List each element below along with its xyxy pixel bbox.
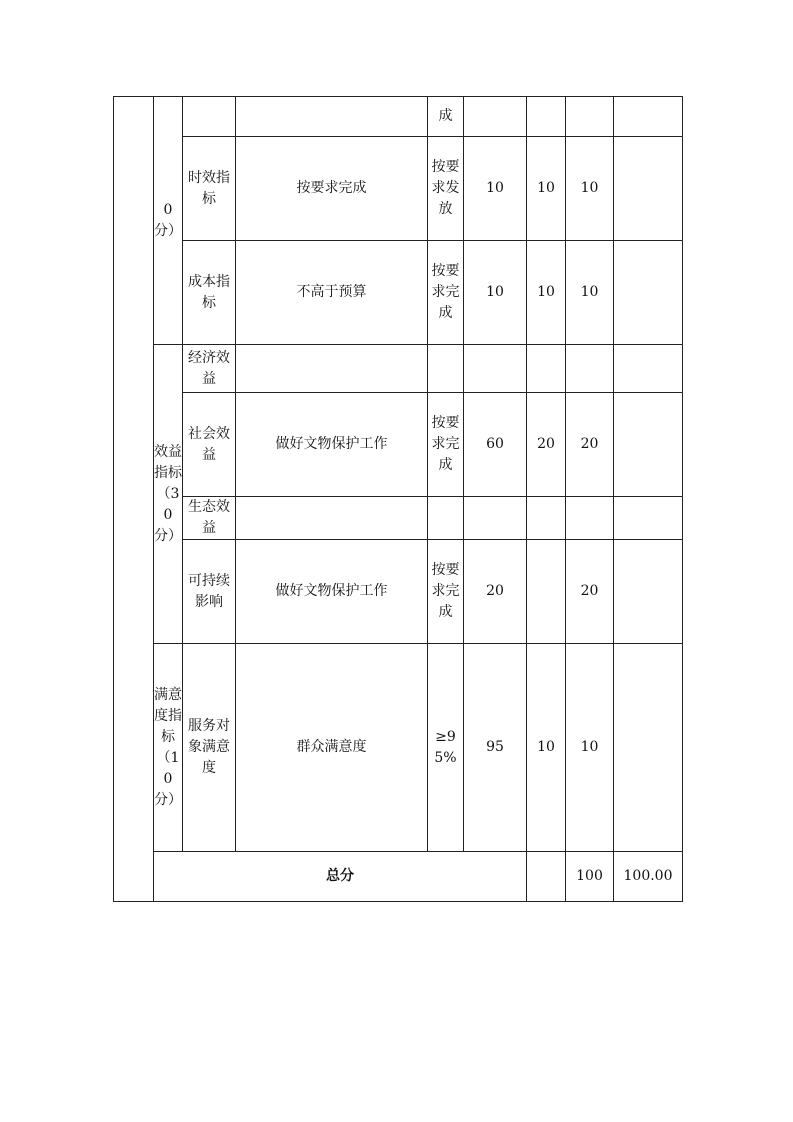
table-row — [114, 97, 683, 137]
indicator-name-cell: 可持续影响 — [183, 540, 236, 644]
indicator-content-cell: 不高于预算 — [236, 241, 428, 345]
criterion-cell: 成 — [428, 97, 464, 137]
final-score-cell: 20 — [566, 540, 614, 644]
score-cell — [527, 497, 566, 540]
score-cell: 10 — [527, 241, 566, 345]
table-row — [114, 345, 683, 393]
indicator-name-cell: 经济效益 — [183, 345, 236, 393]
table-row — [114, 241, 683, 345]
final-score-cell: 10 — [566, 241, 614, 345]
criterion-cell — [428, 345, 464, 393]
score-cell — [527, 540, 566, 644]
note-cell — [614, 393, 683, 497]
indicator-name-cell — [183, 97, 236, 137]
outer-category-cell — [114, 97, 154, 902]
note-cell — [614, 241, 683, 345]
weight-cell — [464, 497, 527, 540]
score-cell: 20 — [527, 393, 566, 497]
note-cell — [614, 644, 683, 852]
table-row — [114, 393, 683, 497]
score-cell — [527, 345, 566, 393]
total-row — [114, 852, 683, 902]
indicator-name-cell: 生态效益 — [183, 497, 236, 540]
criterion-cell: ≥95% — [428, 644, 464, 852]
output-dimension-label: 0分） — [154, 97, 183, 345]
note-cell — [614, 97, 683, 137]
indicator-content-cell: 做好文物保护工作 — [236, 540, 428, 644]
total-final-score-cell: 100.00 — [614, 852, 683, 902]
score-cell — [527, 97, 566, 137]
total-label: 总分 — [154, 852, 527, 902]
weight-cell: 95 — [464, 644, 527, 852]
criterion-cell: 按要求发放 — [428, 137, 464, 241]
weight-cell: 10 — [464, 241, 527, 345]
final-score-cell: 20 — [566, 393, 614, 497]
indicator-content-cell: 做好文物保护工作 — [236, 393, 428, 497]
weight-cell: 20 — [464, 540, 527, 644]
score-cell: 10 — [527, 644, 566, 852]
table-row — [114, 644, 683, 852]
indicator-content-cell — [236, 97, 428, 137]
final-score-cell — [566, 497, 614, 540]
criterion-cell — [428, 497, 464, 540]
weight-cell — [464, 97, 527, 137]
final-score-cell: 10 — [566, 137, 614, 241]
table-row — [114, 540, 683, 644]
weight-cell — [527, 852, 566, 902]
criterion-cell: 按要求完成 — [428, 241, 464, 345]
indicator-name-cell: 成本指标 — [183, 241, 236, 345]
table-row — [114, 497, 683, 540]
benefit-dimension-label: 效益指标（30分） — [154, 345, 183, 644]
indicator-content-cell — [236, 345, 428, 393]
note-cell — [614, 497, 683, 540]
weight-cell: 60 — [464, 393, 527, 497]
criterion-cell: 按要求完成 — [428, 393, 464, 497]
final-score-cell — [566, 97, 614, 137]
indicator-content-cell: 按要求完成 — [236, 137, 428, 241]
final-score-cell: 10 — [566, 644, 614, 852]
indicator-name-cell: 时效指标 — [183, 137, 236, 241]
note-cell — [614, 540, 683, 644]
weight-cell — [464, 345, 527, 393]
satisfaction-dimension-label: 满意度指标（10分） — [154, 644, 183, 852]
performance-score-table — [113, 96, 683, 902]
indicator-content-cell — [236, 497, 428, 540]
note-cell — [614, 137, 683, 241]
indicator-content-cell: 群众满意度 — [236, 644, 428, 852]
score-cell: 10 — [527, 137, 566, 241]
final-score-cell — [566, 345, 614, 393]
table-row — [114, 137, 683, 241]
indicator-name-cell: 社会效益 — [183, 393, 236, 497]
weight-cell: 10 — [464, 137, 527, 241]
criterion-cell: 按要求完成 — [428, 540, 464, 644]
note-cell — [614, 345, 683, 393]
indicator-name-cell: 服务对象满意度 — [183, 644, 236, 852]
total-weight-cell: 100 — [566, 852, 614, 902]
